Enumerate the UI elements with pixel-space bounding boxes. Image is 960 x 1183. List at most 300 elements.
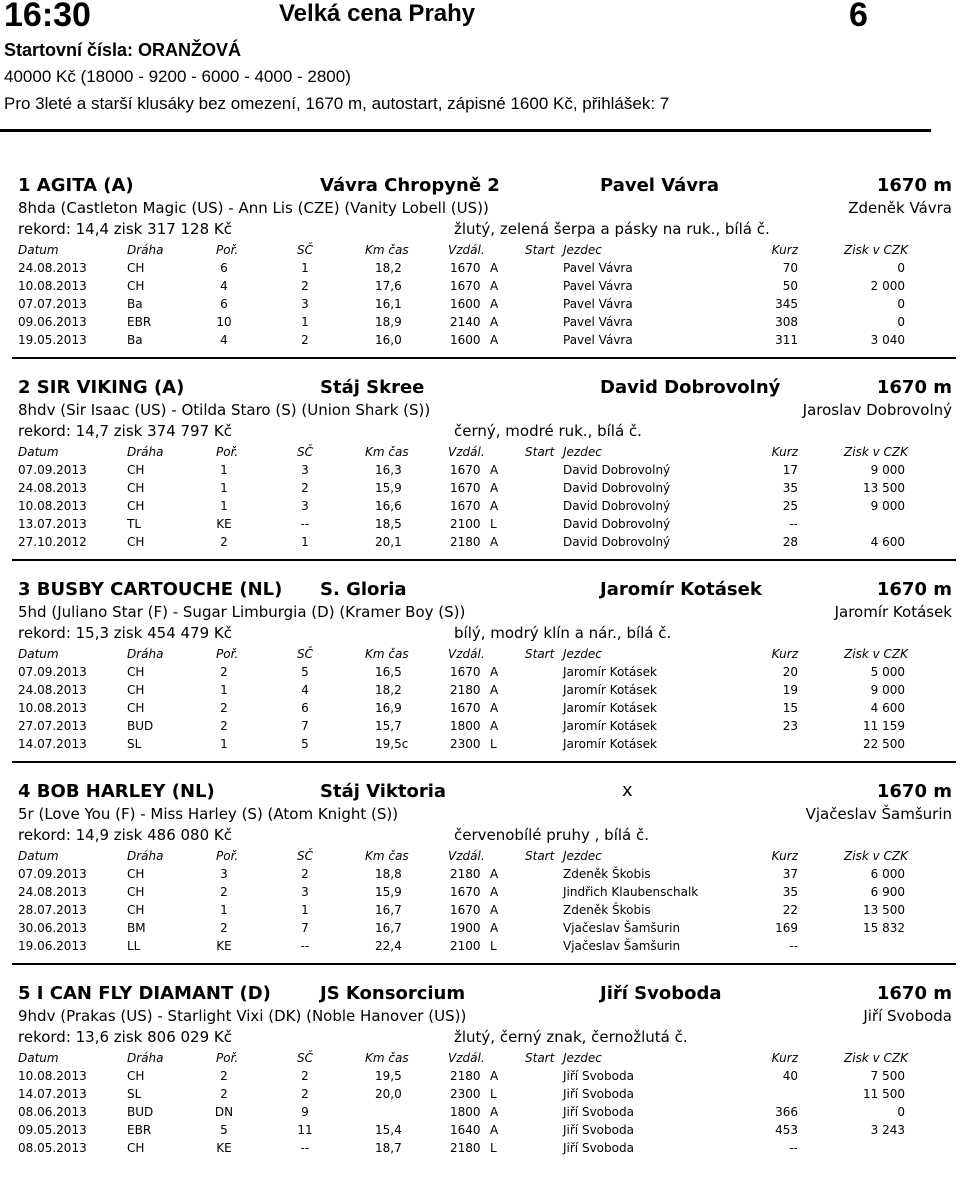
- race-number: 6: [849, 0, 868, 34]
- horse-pedigree: 8hdv (Sir Isaac (US) - Otilda Staro (S) (Union Shark (S)): [18, 401, 431, 419]
- col-kmtime: 18,7: [375, 1141, 402, 1155]
- col-track: CH: [127, 885, 145, 899]
- col-driver: Jaromír Kotásek: [563, 665, 657, 679]
- col-driver: Jiří Svoboda: [563, 1069, 634, 1083]
- col-odds: 19: [782, 683, 798, 697]
- column-header: SČ: [297, 445, 313, 459]
- col-odds: 15: [782, 701, 798, 715]
- horse-colors: žlutý, černý znak, černožlutá č.: [454, 1028, 688, 1046]
- horse-owner: Stáj Viktoria: [320, 781, 447, 802]
- col-driver: Jiří Svoboda: [563, 1141, 634, 1155]
- horse-record: rekord: 14,4 zisk 317 128 Kč: [18, 220, 232, 238]
- horse-owner: JS Konsorcium: [320, 983, 466, 1004]
- col-kmtime: 16,7: [375, 921, 402, 935]
- col-place: 6: [220, 261, 228, 275]
- column-header: Km čas: [365, 647, 409, 661]
- column-header: Dráha: [127, 445, 164, 459]
- col-kmtime: 16,9: [375, 701, 402, 715]
- col-driver: Pavel Vávra: [563, 261, 633, 275]
- col-start: A: [490, 499, 499, 513]
- col-place: 4: [220, 333, 228, 347]
- col-place: 2: [220, 701, 228, 715]
- col-sc: 2: [301, 333, 309, 347]
- col-driver: Jiří Svoboda: [563, 1105, 634, 1119]
- col-sc: 2: [301, 1087, 309, 1101]
- col-start: A: [490, 867, 499, 881]
- col-sc: 3: [301, 463, 309, 477]
- col-start: A: [490, 481, 499, 495]
- column-header: Poř.: [216, 647, 239, 661]
- col-kmtime: 15,4: [375, 1123, 402, 1137]
- col-kmtime: 18,2: [375, 261, 402, 275]
- col-sc: 2: [301, 867, 309, 881]
- col-date: 08.06.2013: [18, 1105, 87, 1119]
- column-header: Poř.: [216, 445, 239, 459]
- col-driver: David Dobrovolný: [563, 481, 671, 495]
- entry-divider: [12, 559, 956, 561]
- col-start: A: [490, 701, 499, 715]
- horse-name: 4 BOB HARLEY (NL): [18, 781, 215, 802]
- col-odds: 311: [775, 333, 798, 347]
- col-date: 09.05.2013: [18, 1123, 87, 1137]
- column-header: Kurz: [771, 849, 798, 863]
- col-earnings: 3 243: [870, 1123, 905, 1137]
- col-start: A: [490, 297, 499, 311]
- col-track: EBR: [127, 1123, 152, 1137]
- horse-record: rekord: 14,9 zisk 486 080 Kč: [18, 826, 232, 844]
- horse-driver: Jiří Svoboda: [600, 983, 722, 1004]
- col-start: L: [490, 737, 497, 751]
- col-odds: 40: [782, 1069, 798, 1083]
- column-header: Jezdec: [563, 849, 602, 863]
- col-odds: 345: [775, 297, 798, 311]
- col-odds: 28: [782, 535, 798, 549]
- col-driver: Jindřich Klaubenschalk: [563, 885, 699, 899]
- col-date: 14.07.2013: [18, 737, 87, 751]
- column-header: Vzdál.: [448, 1051, 485, 1065]
- col-earnings: 3 040: [870, 333, 905, 347]
- col-start: L: [490, 1087, 497, 1101]
- horse-owner: S. Gloria: [320, 579, 407, 600]
- col-driver: Jaromír Kotásek: [563, 701, 657, 715]
- col-place: 1: [220, 903, 228, 917]
- col-distance: 1670: [450, 665, 481, 679]
- col-place: 2: [220, 1087, 228, 1101]
- horse-name: 5 I CAN FLY DIAMANT (D): [18, 983, 271, 1004]
- col-start: A: [490, 463, 499, 477]
- col-earnings: 11 159: [863, 719, 905, 733]
- column-header: Datum: [18, 445, 59, 459]
- col-track: LL: [127, 939, 141, 953]
- col-place: KE: [216, 517, 232, 531]
- col-kmtime: 16,0: [375, 333, 402, 347]
- col-odds: 453: [775, 1123, 798, 1137]
- horse-distance: 1670 m: [876, 983, 952, 1004]
- col-place: 2: [220, 535, 228, 549]
- column-header: Dráha: [127, 647, 164, 661]
- column-header: SČ: [297, 647, 313, 661]
- col-distance: 1670: [450, 903, 481, 917]
- horse-distance: 1670 m: [876, 377, 952, 398]
- col-date: 27.10.2012: [18, 535, 87, 549]
- horse-entry: [0, 175, 960, 375]
- col-driver: Zdeněk Škobis: [563, 867, 651, 881]
- col-place: 6: [220, 297, 228, 311]
- col-odds: 70: [782, 261, 798, 275]
- col-date: 24.08.2013: [18, 481, 87, 495]
- col-sc: --: [300, 939, 310, 953]
- race-time: 16:30: [4, 0, 91, 34]
- col-track: CH: [127, 535, 145, 549]
- col-place: 2: [220, 885, 228, 899]
- col-start: A: [490, 921, 499, 935]
- column-header: Zisk v CZK: [844, 445, 908, 459]
- column-header: Start: [525, 1051, 555, 1065]
- col-track: CH: [127, 1141, 145, 1155]
- col-track: CH: [127, 867, 145, 881]
- horse-entry: [0, 579, 960, 779]
- horse-entry: [0, 377, 960, 577]
- col-date: 24.08.2013: [18, 261, 87, 275]
- col-odds: 23: [782, 719, 798, 733]
- col-distance: 1670: [450, 463, 481, 477]
- col-date: 07.09.2013: [18, 867, 87, 881]
- col-distance: 1670: [450, 701, 481, 715]
- col-kmtime: 19,5c: [375, 737, 409, 751]
- col-distance: 2300: [450, 737, 481, 751]
- col-sc: 2: [301, 1069, 309, 1083]
- col-track: CH: [127, 261, 145, 275]
- col-track: CH: [127, 463, 145, 477]
- col-sc: 9: [301, 1105, 309, 1119]
- col-date: 24.08.2013: [18, 683, 87, 697]
- col-driver: Vjačeslav Šamšurin: [563, 921, 681, 935]
- col-track: CH: [127, 683, 145, 697]
- col-date: 13.07.2013: [18, 517, 87, 531]
- col-distance: 1670: [450, 885, 481, 899]
- col-odds: 37: [782, 867, 798, 881]
- col-odds: 308: [775, 315, 798, 329]
- col-earnings: 0: [897, 1105, 905, 1119]
- column-header: Vzdál.: [448, 445, 485, 459]
- col-start: A: [490, 261, 499, 275]
- col-place: 2: [220, 1069, 228, 1083]
- col-sc: 7: [301, 921, 309, 935]
- horse-name: 2 SIR VIKING (A): [18, 377, 185, 398]
- column-header: Jezdec: [563, 1051, 602, 1065]
- column-header: Dráha: [127, 243, 164, 257]
- col-odds: --: [789, 939, 798, 953]
- col-place: 2: [220, 921, 228, 935]
- col-date: 09.06.2013: [18, 315, 87, 329]
- col-sc: 5: [301, 665, 309, 679]
- horse-owner: Vávra Chropyně 2: [320, 175, 500, 196]
- col-place: 1: [220, 499, 228, 513]
- col-odds: 25: [782, 499, 798, 513]
- horse-colors: bílý, modrý klín a nár., bílá č.: [454, 624, 672, 642]
- col-kmtime: 17,6: [375, 279, 402, 293]
- col-kmtime: 20,0: [375, 1087, 402, 1101]
- col-track: BUD: [127, 1105, 154, 1119]
- col-earnings: 13 500: [863, 903, 905, 917]
- col-place: 2: [220, 665, 228, 679]
- col-driver: Pavel Vávra: [563, 333, 633, 347]
- col-date: 28.07.2013: [18, 903, 87, 917]
- column-header: Jezdec: [563, 243, 602, 257]
- col-place: 1: [220, 737, 228, 751]
- horse-pedigree: 5r (Love You (F) - Miss Harley (S) (Atom Knight (S)): [18, 805, 399, 823]
- col-track: CH: [127, 1069, 145, 1083]
- col-driver: Vjačeslav Šamšurin: [563, 939, 681, 953]
- column-header: Dráha: [127, 849, 164, 863]
- column-header: Datum: [18, 647, 59, 661]
- col-distance: 2140: [450, 315, 481, 329]
- col-driver: Jaromír Kotásek: [563, 683, 657, 697]
- col-driver: David Dobrovolný: [563, 535, 671, 549]
- col-track: SL: [127, 1087, 142, 1101]
- col-earnings: 4 600: [870, 701, 905, 715]
- col-kmtime: 19,5: [375, 1069, 402, 1083]
- column-header: Datum: [18, 1051, 59, 1065]
- horse-driver: Pavel Vávra: [600, 175, 720, 196]
- col-odds: 20: [782, 665, 798, 679]
- col-sc: 1: [301, 903, 309, 917]
- col-distance: 1670: [450, 279, 481, 293]
- horse-distance: 1670 m: [876, 579, 952, 600]
- col-driver: Jaromír Kotásek: [563, 737, 657, 751]
- col-earnings: 2 000: [870, 279, 905, 293]
- horse-distance: 1670 m: [876, 781, 952, 802]
- col-track: Ba: [127, 297, 143, 311]
- col-sc: 2: [301, 279, 309, 293]
- col-earnings: 6 000: [870, 867, 905, 881]
- col-earnings: 22 500: [863, 737, 905, 751]
- col-earnings: 7 500: [870, 1069, 905, 1083]
- col-date: 08.05.2013: [18, 1141, 87, 1155]
- column-header: Datum: [18, 849, 59, 863]
- col-track: BUD: [127, 719, 154, 733]
- race-conditions: Pro 3leté a starší klusáky bez omezení, 1670 m, autostart, zápisné 1600 Kč, přihlášek: 7: [4, 94, 670, 113]
- col-odds: 35: [782, 885, 798, 899]
- col-driver: Pavel Vávra: [563, 297, 633, 311]
- col-start: A: [490, 279, 499, 293]
- column-header: SČ: [297, 1051, 313, 1065]
- col-driver: Pavel Vávra: [563, 315, 633, 329]
- col-distance: 2180: [450, 1069, 481, 1083]
- col-kmtime: 15,9: [375, 885, 402, 899]
- col-date: 24.08.2013: [18, 885, 87, 899]
- horse-record: rekord: 13,6 zisk 806 029 Kč: [18, 1028, 232, 1046]
- col-place: 1: [220, 463, 228, 477]
- col-track: CH: [127, 701, 145, 715]
- col-place: 1: [220, 481, 228, 495]
- prize-money: 40000 Kč (18000 - 9200 - 6000 - 4000 - 2800): [4, 67, 351, 86]
- col-start: L: [490, 517, 497, 531]
- col-kmtime: 16,7: [375, 903, 402, 917]
- col-track: SL: [127, 737, 142, 751]
- header-divider: [0, 129, 931, 132]
- col-date: 27.07.2013: [18, 719, 87, 733]
- col-place: KE: [216, 1141, 232, 1155]
- horse-trainer: Jaromír Kotásek: [834, 603, 952, 621]
- column-header: Kurz: [771, 243, 798, 257]
- entry-divider: [12, 761, 956, 763]
- column-header: Kurz: [771, 1051, 798, 1065]
- col-date: 10.08.2013: [18, 701, 87, 715]
- horse-record: rekord: 14,7 zisk 374 797 Kč: [18, 422, 232, 440]
- col-date: 14.07.2013: [18, 1087, 87, 1101]
- col-kmtime: 15,9: [375, 481, 402, 495]
- horse-name: 1 AGITA (A): [18, 175, 134, 196]
- col-distance: 1670: [450, 261, 481, 275]
- col-start: L: [490, 939, 497, 953]
- col-earnings: 9 000: [870, 683, 905, 697]
- col-sc: 6: [301, 701, 309, 715]
- column-header: Kurz: [771, 445, 798, 459]
- col-sc: 1: [301, 261, 309, 275]
- col-earnings: 11 500: [863, 1087, 905, 1101]
- col-track: CH: [127, 665, 145, 679]
- horse-pedigree: 9hdv (Prakas (US) - Starlight Vixi (DK) (Noble Hanover (US)): [18, 1007, 467, 1025]
- col-kmtime: 18,8: [375, 867, 402, 881]
- col-kmtime: 22,4: [375, 939, 402, 953]
- col-kmtime: 20,1: [375, 535, 402, 549]
- horse-driver: Jaromír Kotásek: [600, 579, 762, 600]
- race-title: Velká cena Prahy: [279, 0, 476, 27]
- col-kmtime: 18,5: [375, 517, 402, 531]
- col-date: 10.08.2013: [18, 499, 87, 513]
- column-header: Vzdál.: [448, 849, 485, 863]
- col-place: DN: [214, 1105, 234, 1119]
- col-sc: --: [300, 1141, 310, 1155]
- col-sc: 5: [301, 737, 309, 751]
- col-track: CH: [127, 903, 145, 917]
- col-sc: 7: [301, 719, 309, 733]
- col-start: A: [490, 885, 499, 899]
- col-sc: 3: [301, 885, 309, 899]
- col-distance: 1670: [450, 499, 481, 513]
- col-distance: 2100: [450, 517, 481, 531]
- col-place: KE: [216, 939, 232, 953]
- column-header: Km čas: [365, 445, 409, 459]
- col-place: 2: [220, 719, 228, 733]
- col-earnings: 9 000: [870, 463, 905, 477]
- column-header: Km čas: [365, 849, 409, 863]
- horse-pedigree: 5hd (Juliano Star (F) - Sugar Limburgia (D) (Kramer Boy (S)): [18, 603, 466, 621]
- horse-driver: David Dobrovolný: [600, 377, 781, 398]
- col-distance: 1670: [450, 481, 481, 495]
- column-header: SČ: [297, 243, 313, 257]
- col-start: A: [490, 1069, 499, 1083]
- horse-distance: 1670 m: [876, 175, 952, 196]
- col-start: A: [490, 1123, 499, 1137]
- col-start: A: [490, 1105, 499, 1119]
- col-distance: 1600: [450, 297, 481, 311]
- column-header: Start: [525, 849, 555, 863]
- col-sc: --: [300, 517, 310, 531]
- horse-trainer: Jaroslav Dobrovolný: [802, 401, 952, 419]
- horse-owner: Stáj Skree: [320, 377, 425, 398]
- col-sc: 2: [301, 481, 309, 495]
- col-odds: --: [789, 517, 798, 531]
- horse-trainer: Vjačeslav Šamšurin: [805, 805, 952, 823]
- col-track: TL: [127, 517, 142, 531]
- col-track: Ba: [127, 333, 143, 347]
- column-header: Kurz: [771, 647, 798, 661]
- col-track: CH: [127, 279, 145, 293]
- scratch-mark: x: [622, 780, 633, 801]
- col-date: 10.08.2013: [18, 1069, 87, 1083]
- col-distance: 2100: [450, 939, 481, 953]
- horse-trainer: Jiří Svoboda: [863, 1007, 952, 1025]
- column-header: Start: [525, 445, 555, 459]
- col-start: L: [490, 1141, 497, 1155]
- col-track: CH: [127, 481, 145, 495]
- col-kmtime: 16,6: [375, 499, 402, 513]
- col-distance: 2300: [450, 1087, 481, 1101]
- horse-pedigree: 8hda (Castleton Magic (US) - Ann Lis (CZE) (Vanity Lobell (US)): [18, 199, 489, 217]
- column-header: Poř.: [216, 1051, 239, 1065]
- col-track: CH: [127, 499, 145, 513]
- column-header: Poř.: [216, 849, 239, 863]
- col-driver: David Dobrovolný: [563, 463, 671, 477]
- col-sc: 4: [301, 683, 309, 697]
- col-earnings: 9 000: [870, 499, 905, 513]
- horse-colors: žlutý, zelená šerpa a pásky na ruk., bílá č.: [454, 220, 770, 238]
- col-odds: 169: [775, 921, 798, 935]
- column-header: Jezdec: [563, 445, 602, 459]
- entry-divider: [12, 963, 956, 965]
- col-kmtime: 16,3: [375, 463, 402, 477]
- col-kmtime: 16,5: [375, 665, 402, 679]
- col-date: 10.08.2013: [18, 279, 87, 293]
- column-header: Zisk v CZK: [844, 1051, 908, 1065]
- col-date: 07.07.2013: [18, 297, 87, 311]
- col-earnings: 6 900: [870, 885, 905, 899]
- column-header: Jezdec: [563, 647, 602, 661]
- col-sc: 1: [301, 315, 309, 329]
- col-start: A: [490, 719, 499, 733]
- col-distance: 1800: [450, 719, 481, 733]
- column-header: Start: [525, 243, 555, 257]
- col-date: 07.09.2013: [18, 463, 87, 477]
- col-driver: Zdeněk Škobis: [563, 903, 651, 917]
- horse-colors: červenobílé pruhy , bílá č.: [454, 826, 649, 844]
- col-earnings: 0: [897, 315, 905, 329]
- col-driver: Pavel Vávra: [563, 279, 633, 293]
- col-kmtime: 18,9: [375, 315, 402, 329]
- column-header: Zisk v CZK: [844, 243, 908, 257]
- col-place: 3: [220, 867, 228, 881]
- col-start: A: [490, 665, 499, 679]
- col-odds: 35: [782, 481, 798, 495]
- horse-trainer: Zdeněk Vávra: [848, 199, 952, 217]
- column-header: Zisk v CZK: [844, 647, 908, 661]
- col-start: A: [490, 683, 499, 697]
- col-distance: 1600: [450, 333, 481, 347]
- col-start: A: [490, 333, 499, 347]
- col-sc: 3: [301, 499, 309, 513]
- col-distance: 1640: [450, 1123, 481, 1137]
- col-date: 19.06.2013: [18, 939, 87, 953]
- col-place: 5: [220, 1123, 228, 1137]
- horse-entry: [0, 781, 960, 981]
- col-sc: 1: [301, 535, 309, 549]
- column-header: Dráha: [127, 1051, 164, 1065]
- entry-divider: [12, 357, 956, 359]
- horse-record: rekord: 15,3 zisk 454 479 Kč: [18, 624, 232, 642]
- col-odds: 17: [782, 463, 798, 477]
